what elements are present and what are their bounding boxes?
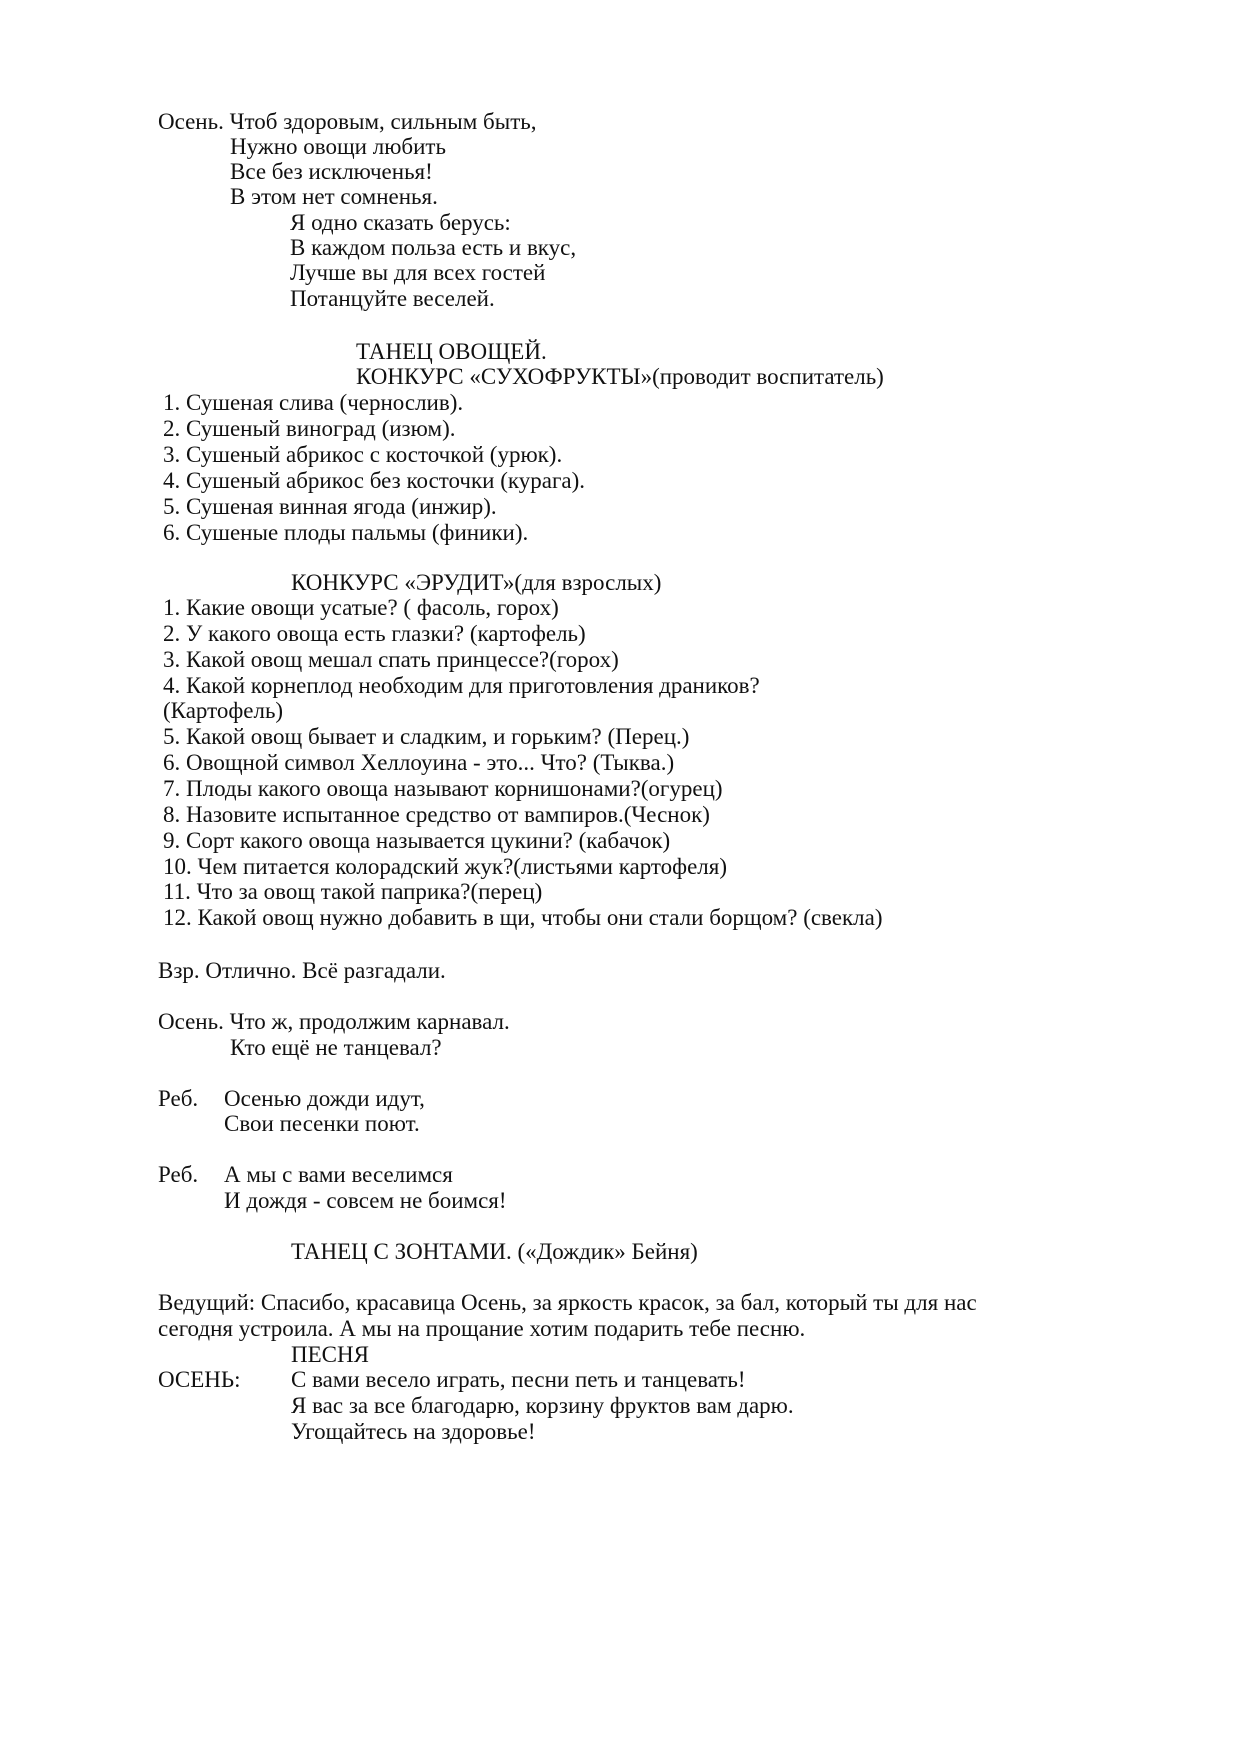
host-line-1: Ведущий: Спасибо, красавица Осень, за яркость красок, за бал, который ты для нас xyxy=(158,1290,977,1315)
list-item: 4. Какой корнеплод необходим для приготовления драников? xyxy=(163,673,760,698)
dance-heading-vegetables: ТАНЕЦ ОВОЩЕЙ. xyxy=(356,339,547,364)
list-item: 11. Что за овощ такой паприка?(перец) xyxy=(163,879,543,904)
finale-line-2: Я вас за все благодарю, корзину фруктов вам дарю. xyxy=(291,1393,794,1418)
child1-line-2: Свои песенки поют. xyxy=(224,1111,420,1136)
child1-speaker: Реб. xyxy=(158,1086,199,1111)
list-item: 3. Какой овощ мешал спать принцессе?(горох) xyxy=(163,647,619,672)
contest-erudite-title: КОНКУРС «ЭРУДИТ»(для взрослых) xyxy=(291,570,662,595)
list-item: 2. Сушеный виноград (изюм). xyxy=(163,416,456,441)
host-line-2: сегодня устроила. А мы на прощание хотим подарить тебе песню. xyxy=(158,1316,806,1341)
list-item: 4. Сушеный абрикос без косточки (курага). xyxy=(163,468,585,493)
list-item: 9. Сорт какого овоща называется цукини? (кабачок) xyxy=(163,828,671,853)
list-item: (Картофель) xyxy=(163,698,284,723)
finale-line-1: С вами весело играть, песни петь и танцевать! xyxy=(291,1367,746,1392)
list-item: 12. Какой овощ нужно добавить в щи, чтобы они стали борщом? (свекла) xyxy=(163,905,883,930)
list-item: 5. Какой овощ бывает и сладким, и горьким? (Перец.) xyxy=(163,724,690,749)
contest-dried-fruits-title: КОНКУРС «СУХОФРУКТЫ»(проводит воспитатель) xyxy=(356,364,884,389)
adult-line: Взр. Отлично. Всё разгадали. xyxy=(158,958,446,983)
list-item: 1. Какие овощи усатые? ( фасоль, горох) xyxy=(163,595,559,620)
child2-speaker: Реб. xyxy=(158,1162,199,1187)
child2-line-1: А мы с вами веселимся xyxy=(224,1162,453,1187)
list-item: 2. У какого овоща есть глазки? (картофель) xyxy=(163,621,586,646)
list-item: 1. Сушеная слива (чернослив). xyxy=(163,390,464,415)
stanza1-line-5: Я одно сказать берусь: xyxy=(290,210,511,235)
finale-speaker: ОСЕНЬ: xyxy=(158,1367,241,1392)
stanza1-speaker-line: Осень. Чтоб здоровым, сильным быть, xyxy=(158,109,537,134)
stanza2-line-2: Кто ещё не танцевал? xyxy=(230,1035,442,1060)
list-item: 10. Чем питается колорадский жук?(листьями картофеля) xyxy=(163,854,728,879)
child2-line-2: И дождя - совсем не боимся! xyxy=(224,1188,507,1213)
stanza1-line-4: В этом нет сомненья. xyxy=(230,184,438,209)
stanza1-line-7: Лучше вы для всех гостей xyxy=(290,260,546,285)
list-item: 8. Назовите испытанное средство от вампиров.(Чеснок) xyxy=(163,802,710,827)
list-item: 5. Сушеная винная ягода (инжир). xyxy=(163,494,497,519)
stanza1-line-8: Потанцуйте веселей. xyxy=(290,286,495,311)
stanza1-line-3: Все без исключенья! xyxy=(230,159,433,184)
list-item: 7. Плоды какого овоща называют корнишонами?(огурец) xyxy=(163,776,723,801)
dance-heading-umbrellas: ТАНЕЦ С ЗОНТАМИ. («Дождик» Бейня) xyxy=(291,1239,698,1264)
stanza1-line-6: В каждом польза есть и вкус, xyxy=(290,235,577,260)
list-item: 3. Сушеный абрикос с косточкой (урюк). xyxy=(163,442,563,467)
list-item: 6. Овощной символ Хеллоуина - это... Что? (Тыква.) xyxy=(163,750,675,775)
list-item: 6. Сушеные плоды пальмы (финики). xyxy=(163,520,529,545)
finale-line-3: Угощайтесь на здоровье! xyxy=(291,1419,536,1444)
stanza1-line-2: Нужно овощи любить xyxy=(230,134,446,159)
song-heading: ПЕСНЯ xyxy=(291,1342,369,1367)
child1-line-1: Осенью дожди идут, xyxy=(224,1086,425,1111)
stanza2-line-1: Осень. Что ж, продолжим карнавал. xyxy=(158,1009,510,1034)
